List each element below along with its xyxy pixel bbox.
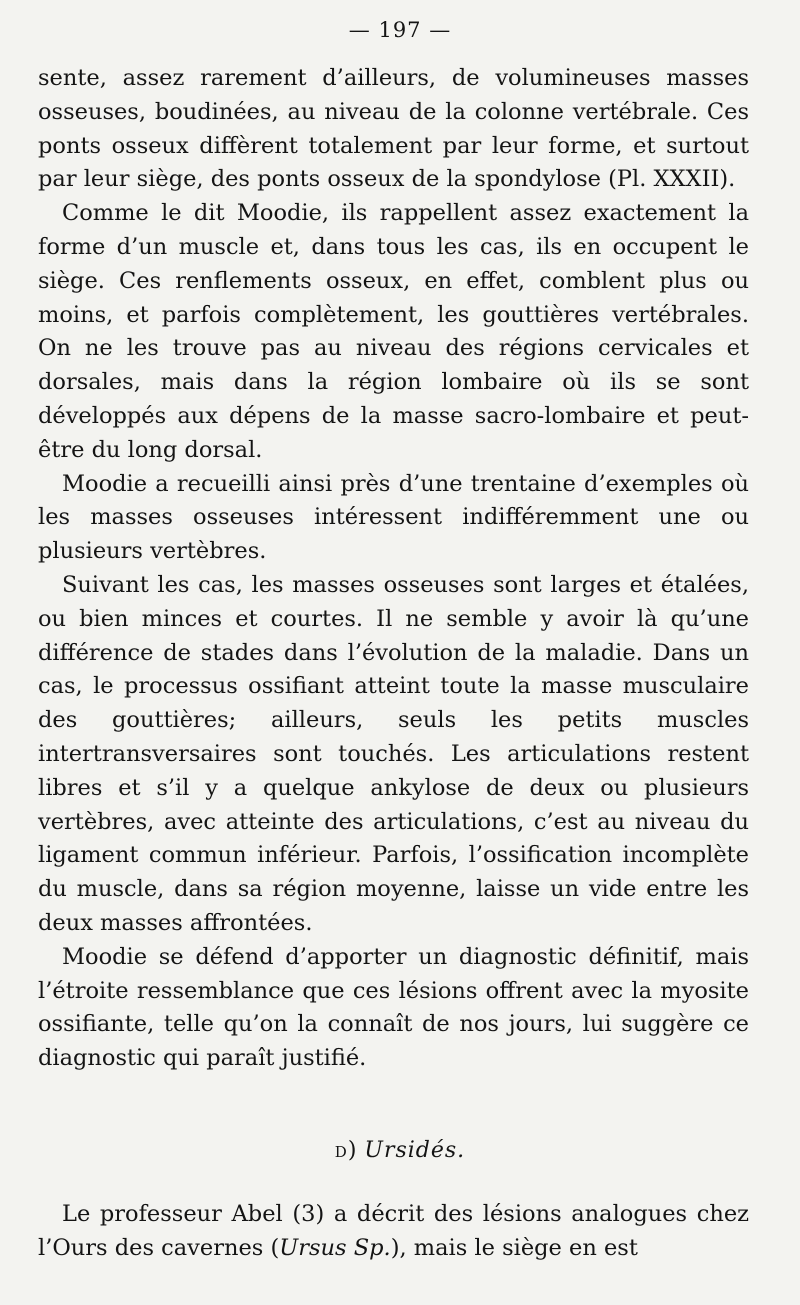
paragraph-6: [38, 1198, 749, 1266]
final-text: [38, 1198, 749, 1266]
section-letter: d): [334, 1138, 358, 1163]
section-heading: [0, 1138, 800, 1163]
paragraph-6-start: Le professeur Abel (3) a décrit des lésions analogues chez l’Ours des cavernes (: [38, 1201, 749, 1261]
section-title: Ursidés.: [364, 1138, 466, 1163]
paragraph-1: sente, assez rarement d’ailleurs, de volumineuses masses osseuses, boudinées, au niveau de la colonne vertébrale. Ces ponts osseux diffèrent totalement par leur forme, et surtout par leur siège, des ponts osseux de la spondylose (Pl. XXXII).: [38, 65, 749, 193]
main-text: [38, 62, 749, 1076]
paragraph-6-end: ), mais le siège en est: [390, 1234, 638, 1261]
species-name: Ursus Sp.: [279, 1234, 391, 1261]
page-number: — 197 —: [348, 18, 452, 42]
paragraph-3: Moodie a recueilli ainsi près d’une trentaine d’exemples où les masses osseuses intéressent indifféremment une ou plusieurs vertèbres.: [38, 470, 749, 565]
paragraph-4: Suivant les cas, les masses osseuses sont larges et étalées, ou bien minces et courtes. Il ne semble y avoir là qu’une différence de stades dans l’évolution de la maladie. Dans un cas, le processus ossifiant atteint toute la masse musculaire des gouttières; ailleurs, seuls les petits muscles intertransversaires sont touchés. Les articulations restent libres et s’il y a quelque ankylose de deux ou plusieurs vertèbres, avec atteinte des articulations, c’est au niveau du ligament commun inférieur. Parfois, l’ossification incomplète du muscle, dans sa région moyenne, laisse un vide entre les deux masses affrontées.: [38, 571, 749, 936]
paragraph-2: Comme le dit Moodie, ils rappellent assez exactement la forme d’un muscle et, dans tous les cas, ils en occupent le siège. Ces renflements osseux, en effet, comblent plus ou moins, et parfois complètement, les gouttières vertébrales. On ne les trouve pas au niveau des régions cervicales et dorsales, mais dans la région lombaire où ils se sont développés aux dépens de la masse sacro-lombaire et peut-être du long dorsal.: [38, 200, 749, 463]
paragraph-5: Moodie se défend d’apporter un diagnostic définitif, mais l’étroite ressemblance que ces lésions offrent avec la myosite ossifiante, telle qu’on la connaît de nos jours, lui suggère ce diagnostic qui paraît justifié.: [38, 943, 749, 1072]
